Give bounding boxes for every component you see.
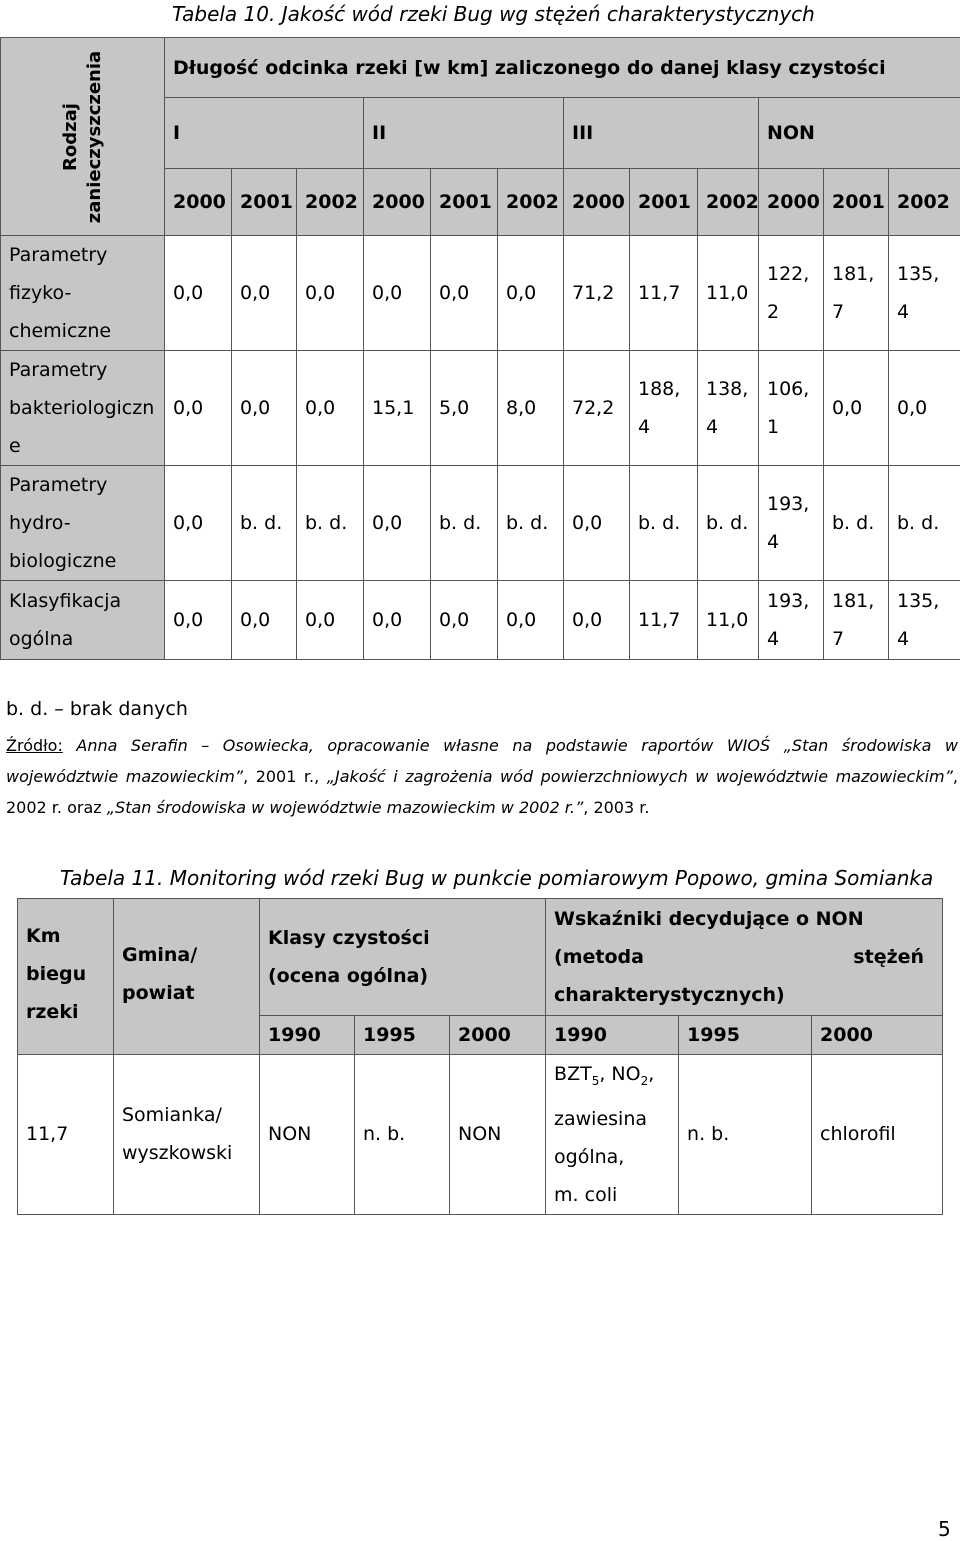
km-cell: 11,7 [18, 1055, 114, 1215]
class-NON: NON [759, 98, 960, 168]
col-wskazniki-header [546, 899, 943, 1016]
value-cell: b. d. [698, 466, 759, 581]
year-header: 2001 [232, 168, 297, 235]
value-cell: 138, 4 [698, 351, 759, 466]
value-cell: 0,0 [165, 581, 232, 660]
year-header: 2001 [824, 168, 889, 235]
year-header: 2002 [889, 168, 960, 235]
value-cell: 0,0 [232, 581, 297, 660]
value-cell: 11,0 [698, 236, 759, 351]
year-header: 2000 [564, 168, 630, 235]
table-row [1, 236, 960, 351]
wsk-line-2b: stężeń [853, 946, 925, 968]
year-header: 1995 [679, 1016, 812, 1055]
table-row [18, 1055, 943, 1215]
row-label: Parametry bakteriologiczn e [1, 351, 165, 466]
source-title-3: „Stan środowiska w województwie mazowieckim w 2002 r.” [106, 798, 584, 817]
wsk-bzt: BZT [554, 1063, 592, 1085]
value-cell: b. d. [297, 466, 364, 581]
table11 [17, 898, 943, 1215]
year-header: 2002 [498, 168, 564, 235]
value-cell: 5,0 [431, 351, 498, 466]
wskaznik-cell: n. b. [679, 1055, 812, 1215]
wsk-line-2a: (metoda [554, 946, 644, 968]
value-cell: 0,0 [364, 236, 431, 351]
class-I: I [165, 98, 364, 168]
class-II: II [364, 98, 564, 168]
wsk-line-1: Wskaźniki decydujące o NON [554, 908, 864, 930]
year-header: 2001 [630, 168, 698, 235]
corner-label-1: Rodzaj [59, 102, 81, 171]
table11-caption: Tabela 11. Monitoring wód rzeki Bug w punkcie pomiarowym Popowo, gmina Somianka [60, 866, 934, 890]
table10 [0, 37, 960, 660]
value-cell: 0,0 [824, 351, 889, 466]
wsk-rest: , zawiesina ogólna, m. coli [554, 1063, 655, 1206]
value-cell: 106, 1 [759, 351, 824, 466]
row-label: Parametry hydro- biologiczne [1, 466, 165, 581]
year-header: 1995 [355, 1016, 450, 1055]
year-header: 2001 [431, 168, 498, 235]
wsk-line-2 [554, 938, 942, 976]
wsk-line-3: charakterystycznych) [554, 984, 785, 1006]
page-number: 5 [938, 1517, 951, 1541]
year-header: 1990 [546, 1016, 679, 1055]
value-cell: 135, 4 [889, 581, 960, 660]
klasa-cell: n. b. [355, 1055, 450, 1215]
table-row [1, 351, 960, 466]
bd-legend: b. d. – brak danych [6, 698, 188, 720]
class-III: III [564, 98, 759, 168]
value-cell: 0,0 [165, 236, 232, 351]
wskaznik-cell: chlorofil [812, 1055, 943, 1215]
source-author: Anna Serafin – Osowiecka, opracowanie własne na podstawie raportów WIOŚ [76, 736, 771, 755]
value-cell: 0,0 [498, 236, 564, 351]
value-cell: b. d. [232, 466, 297, 581]
year-header: 2000 [364, 168, 431, 235]
value-cell: 193, 4 [759, 466, 824, 581]
corner-label-2: zanieczyszczenia [83, 50, 105, 223]
table-row [1, 466, 960, 581]
value-cell: 0,0 [364, 466, 431, 581]
value-cell: 0,0 [165, 351, 232, 466]
value-cell: 0,0 [431, 236, 498, 351]
value-cell: 0,0 [564, 581, 630, 660]
source-note [6, 730, 958, 823]
table-row [1, 581, 960, 660]
value-cell: 122, 2 [759, 236, 824, 351]
value-cell: b. d. [889, 466, 960, 581]
col-gmina-header: Gmina/ powiat [114, 899, 260, 1055]
header-main: Długość odcinka rzeki [w km] zaliczonego do danej klasy czystości [165, 38, 960, 98]
value-cell: 11,0 [698, 581, 759, 660]
year-header: 2000 [450, 1016, 546, 1055]
value-cell: 0,0 [297, 351, 364, 466]
year-header: 2000 [812, 1016, 943, 1055]
corner-header [1, 38, 165, 236]
value-cell: 181, 7 [824, 581, 889, 660]
value-cell: 0,0 [498, 581, 564, 660]
source-year-3: , 2003 r. [583, 798, 650, 817]
col-km-header: Km biegu rzeki [18, 899, 114, 1055]
source-title-1: „Stan środowiska w województwie mazowieckim” [6, 736, 958, 786]
year-header: 2002 [698, 168, 759, 235]
col-klasy-header: Klasy czystości (ocena ogólna) [260, 899, 546, 1016]
value-cell: 188, 4 [630, 351, 698, 466]
value-cell: 11,7 [630, 236, 698, 351]
year-header: 2000 [759, 168, 824, 235]
value-cell: b. d. [824, 466, 889, 581]
value-cell: 0,0 [889, 351, 960, 466]
value-cell: 135, 4 [889, 236, 960, 351]
source-prefix: Źródło: [6, 736, 63, 755]
value-cell: 72,2 [564, 351, 630, 466]
value-cell: 181, 7 [824, 236, 889, 351]
value-cell: 0,0 [165, 466, 232, 581]
source-title-2: „Jakość i zagrożenia wód powierzchniowych w województwie mazowieckim” [326, 767, 953, 786]
value-cell: 0,0 [232, 351, 297, 466]
value-cell: 0,0 [232, 236, 297, 351]
gmina-cell: Somianka/ wyszkowski [114, 1055, 260, 1215]
klasa-cell: NON [260, 1055, 355, 1215]
value-cell: b. d. [498, 466, 564, 581]
value-cell: 11,7 [630, 581, 698, 660]
year-header: 2000 [165, 168, 232, 235]
value-cell: b. d. [630, 466, 698, 581]
wsk-no: , NO [599, 1063, 641, 1085]
value-cell: 15,1 [364, 351, 431, 466]
klasa-cell: NON [450, 1055, 546, 1215]
wskaznik-cell [546, 1055, 679, 1215]
value-cell: 0,0 [431, 581, 498, 660]
value-cell: 0,0 [364, 581, 431, 660]
value-cell: 71,2 [564, 236, 630, 351]
row-label: Klasyfikacja ogólna [1, 581, 165, 660]
value-cell: 0,0 [297, 236, 364, 351]
year-header: 2002 [297, 168, 364, 235]
wsk-no-sub: 2 [640, 1073, 649, 1088]
value-cell: b. d. [431, 466, 498, 581]
year-header: 1990 [260, 1016, 355, 1055]
row-label: Parametry fizyko- chemiczne [1, 236, 165, 351]
source-year-1: , 2001 r., [243, 767, 327, 786]
value-cell: 0,0 [564, 466, 630, 581]
value-cell: 0,0 [297, 581, 364, 660]
wsk-bzt-sub: 5 [591, 1073, 600, 1088]
value-cell: 8,0 [498, 351, 564, 466]
source-year-2: , 2002 r. oraz [6, 767, 958, 817]
table10-caption: Tabela 10. Jakość wód rzeki Bug wg stężeń charakterystycznych [172, 2, 815, 26]
value-cell: 193, 4 [759, 581, 824, 660]
